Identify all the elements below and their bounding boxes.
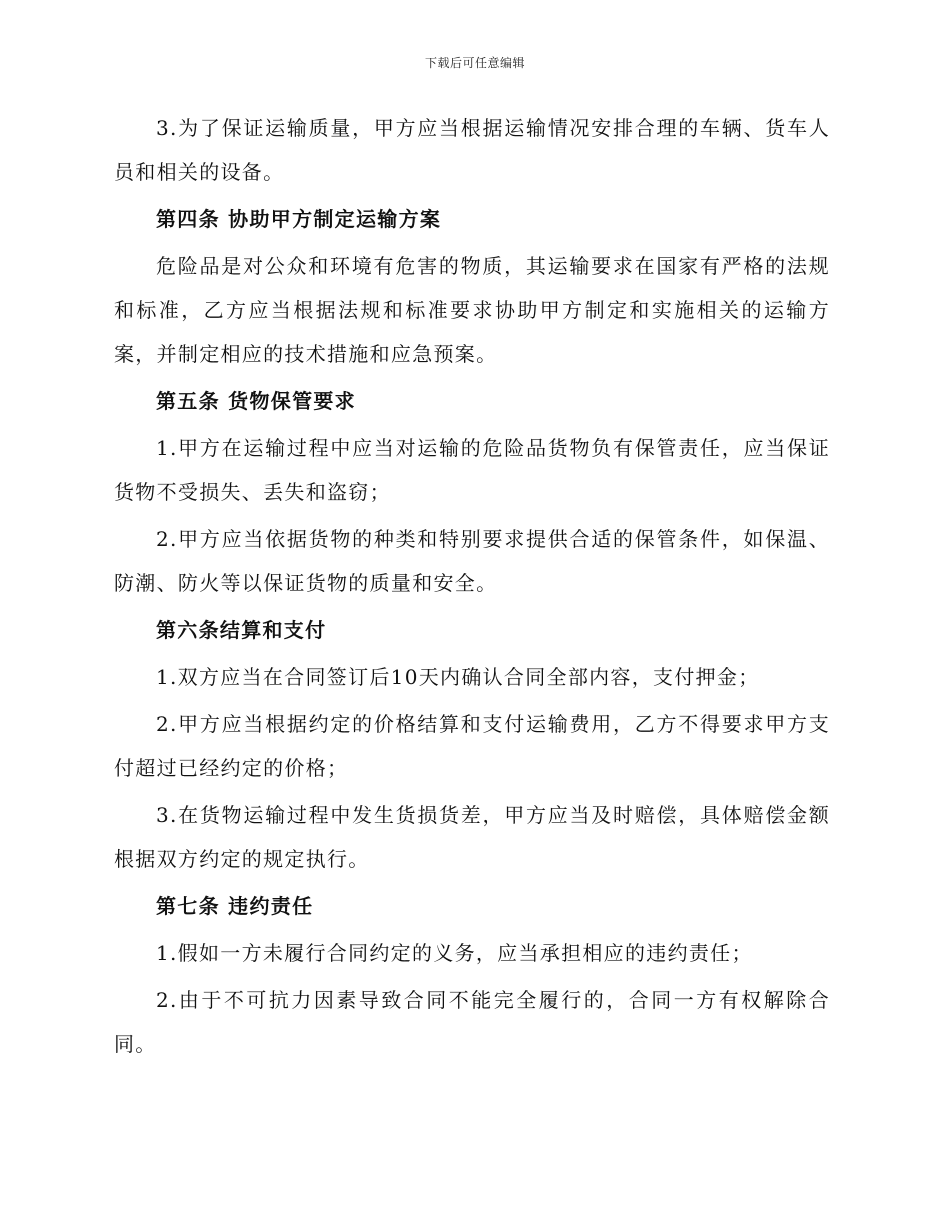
article-7-paragraph-1: 1.假如一方未履行合同约定的义务，应当承担相应的违约责任； bbox=[156, 941, 753, 965]
article-4-paragraph: 危险品是对公众和环境有危害的物质，其运输要求在国家有严格的法规和标准，乙方应当根据法规和标准要求协助甲方制定和实施相关的运输方案，并制定相应的技术措施和应急预案。 bbox=[114, 254, 830, 366]
article-6-paragraph-2: 2.甲方应当根据约定的价格结算和支付运输费用，乙方不得要求甲方支付超过已经约定的价格； bbox=[114, 712, 830, 780]
article-6-paragraph-3: 3.在货物运输过程中发生货损货差，甲方应当及时赔偿，具体赔偿金额根据双方约定的规定执行。 bbox=[114, 803, 830, 871]
article-6-paragraph-1: 1.双方应当在合同签订后10天内确认合同全部内容，支付押金； bbox=[156, 665, 760, 689]
article-4-heading: 第四条 协助甲方制定运输方案 bbox=[156, 207, 442, 231]
article-6-heading: 第六条结算和支付 bbox=[156, 618, 327, 642]
article-5-paragraph-1: 1.甲方在运输过程中应当对运输的危险品货物负有保管责任，应当保证货物不受损失、丢失和盗窃； bbox=[114, 436, 830, 504]
article-5-heading: 第五条 货物保管要求 bbox=[156, 389, 356, 413]
article-5-paragraph-2: 2.甲方应当依据货物的种类和特别要求提供合适的保管条件，如保温、防潮、防火等以保证货物的质量和安全。 bbox=[114, 527, 830, 595]
page-header: 下载后可任意编辑 bbox=[424, 56, 525, 70]
document-body bbox=[114, 106, 830, 1069]
clause-3-paragraph-3: 3.为了保证运输质量，甲方应当根据运输情况安排合理的车辆、货车人员和相关的设备。 bbox=[114, 116, 830, 184]
article-7-paragraph-2: 2.由于不可抗力因素导致合同不能完全履行的，合同一方有权解除合同。 bbox=[114, 988, 830, 1056]
article-7-heading: 第七条 违约责任 bbox=[156, 894, 314, 918]
